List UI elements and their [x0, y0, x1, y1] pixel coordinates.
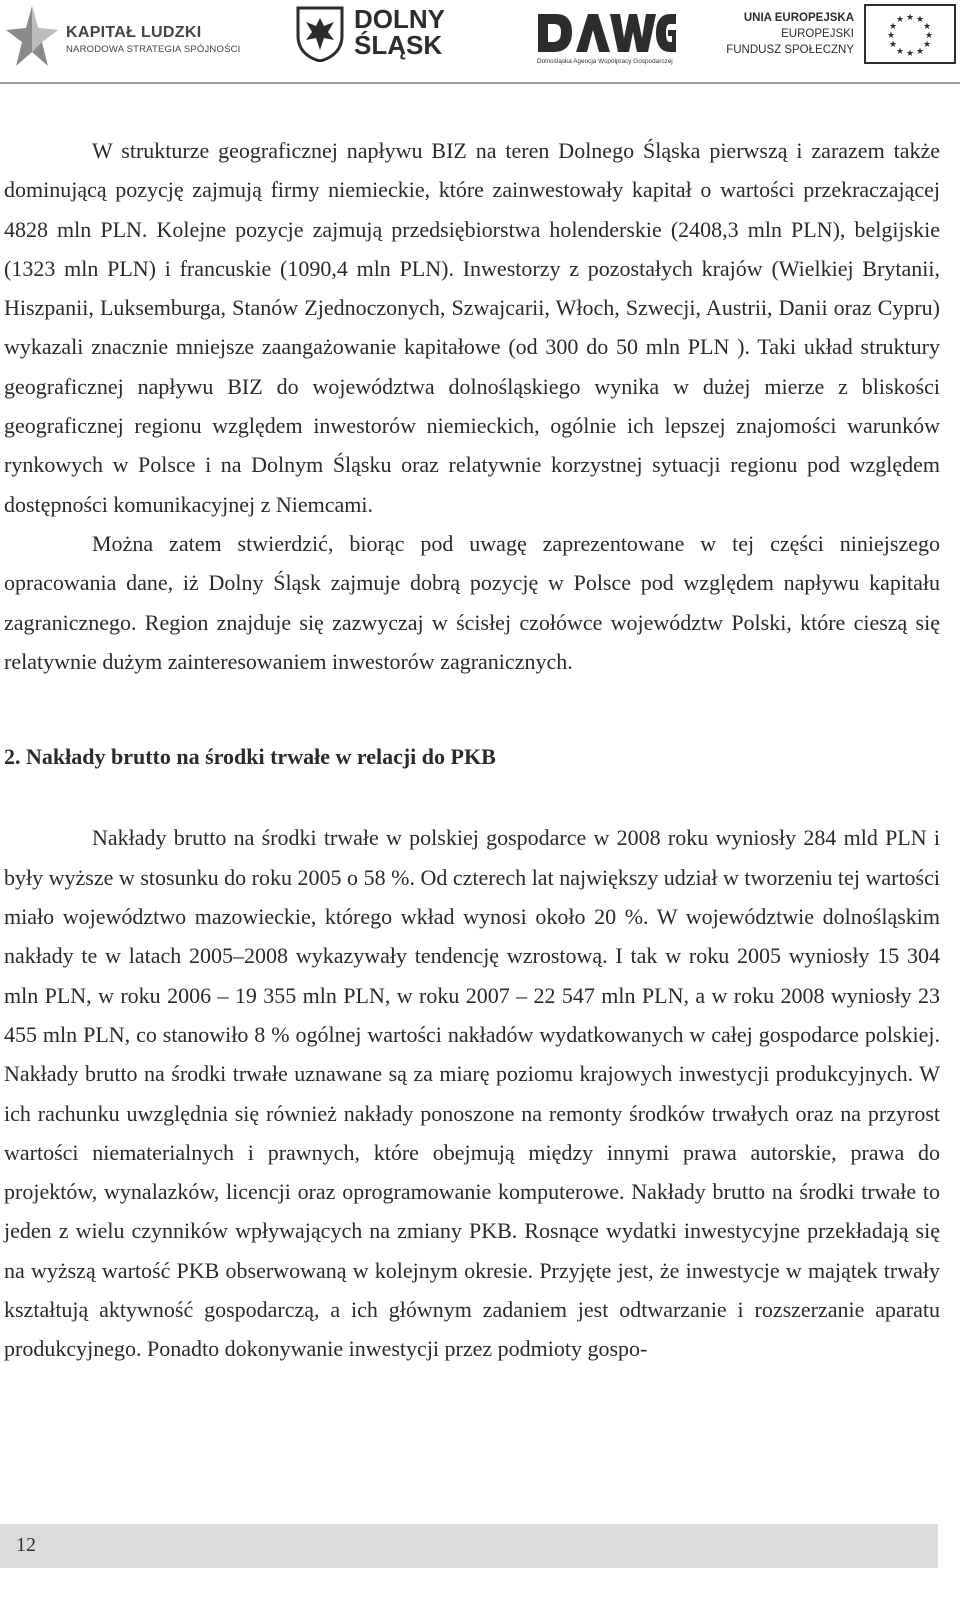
section-heading: 2. Nakłady brutto na środki trwałe w relacji do PKB: [4, 744, 496, 770]
svg-text:★: ★: [915, 47, 925, 57]
page-footer: [0, 1524, 938, 1568]
svg-text:★: ★: [895, 47, 905, 57]
paragraph: Nakłady brutto na środki trwałe w polskiej gospodarce w 2008 roku wyniosły 284 mld PLN i były wyższe w stosunku do roku 2005 o 58 %. Od czterech lat największy udział w tworzeniu tej wartości miało województwo mazowieckie, którego wkład wynosi około 20 %. W województwie dolnośląskim nakłady te w latach 2005–2008 wykazywały tendencję wzrostową. I tak w roku 2005 wyniosły 15 304 mln PLN, w roku 2006 – 19 355 mln PLN, w roku 2007 – 22 547 mln PLN, a w roku 2008 wyniosły 23 455 mln PLN, co stanowiło 8 % ogólnej wartości nakładów wydatkowanych w całej gospodarce polskiej. Nakłady brutto na środki trwałe uznawane są za miarę poziomu krajowych inwestycji produkcyjnych. W ich rachunku uwzględnia się również nakłady ponoszone na remonty środków trwałych oraz na przyrost wartości niematerialnych i prawnych, które obejmują między innymi prawa autorskie, prawa do projektów, wynalazków, licencji oraz oprogramowanie komputerowe. Nakłady brutto na środki trwałe to jeden z wielu czynników wpływających na zmiany PKB. Rosnące wydatki inwestycyjne przekładają się na wyższą wartość PKB obserwowaną w kolejnym okresie. Przyjęte jest, że inwestycje w majątek trwały kształtują aktywność gospodarczą, a ich głównym zadaniem jest odtwarzanie i rozszerzanie aparatu produkcyjnego. Ponadto dokonywanie inwestycji przez podmioty gospo-: [4, 825, 940, 1362]
page-header: [0, 0, 960, 84]
ue-logo: [726, 0, 958, 78]
eu-flag-icon: [864, 4, 956, 64]
svg-text:★: ★: [905, 49, 915, 59]
main-content: [4, 131, 940, 1369]
kapital-ludzki-logo: [4, 0, 244, 78]
kapital-ludzki-subtitle: NARODOWA STRATEGIA SPÓJNOŚCI: [66, 44, 241, 55]
ue-line2: EUROPEJSKI: [781, 28, 854, 40]
ue-line3: FUNDUSZ SPOŁECZNY: [726, 44, 854, 56]
page-number: 12: [16, 1534, 36, 1556]
svg-text:★: ★: [922, 22, 932, 32]
paragraph: W strukturze geograficznej napływu BIZ na teren Dolnego Śląska pierwszą i zarazem także dominującą pozycję zajmują firmy niemieckie, które zainwestowały kapitał o wartości przekraczającej 4828 mln PLN. Kolejne pozycje zajmują przedsiębiorstwa holenderskie (2408,3 mln PLN), belgijskie (1323 mln PLN) i francuskie (1090,4 mln PLN). Inwestorzy z pozostałych krajów (Wielkiej Brytanii, Hiszpanii, Luksemburga, Stanów Zjednoczonych, Szwajcarii, Włoch, Szwecji, Austrii, Danii oraz Cypru) wykazali znacznie mniejsze zaangażowanie kapitałowe (od 300 do 50 mln PLN ). Taki układ struktury geograficznej napływu BIZ do województwa dolnośląskiego wynika w dużej mierze z bliskości geograficznej regionu względem inwestorów niemieckich, ogólnie ich lepszej znajomości warunków rynkowych w Polsce i na Dolnym Śląsku oraz relatywnie korzystnej sytuacji regionu pod względem dostępności komunikacyjnej z Niemcami.: [4, 138, 940, 517]
svg-text:★: ★: [886, 31, 896, 41]
dawg-subtitle: Dolnośląska Agencja Współpracy Gospodarczej: [537, 58, 673, 65]
svg-text:★: ★: [888, 22, 898, 32]
paragraph: Można zatem stwierdzić, biorąc pod uwagę zaprezentowane w tej części niniejszego opracowania dane, iż Dolny Śląsk zajmuje dobrą pozycję w Polsce pod względem napływu kapitału zagranicznego. Region znajduje się zazwyczaj w ścisłej czołówce województw Polski, które cieszą się relatywnie dużym zainteresowaniem inwestorów zagranicznych.: [4, 530, 940, 674]
dolny-slask-logo: [296, 0, 476, 78]
svg-text:★: ★: [888, 40, 898, 50]
svg-text:★: ★: [924, 31, 934, 41]
dolny-slask-line1: DOLNY: [354, 4, 445, 34]
kapital-ludzki-title: KAPITAŁ LUDZKI: [66, 24, 202, 41]
dolny-slask-line2: ŚLĄSK: [354, 30, 443, 60]
svg-text:★: ★: [922, 40, 932, 50]
svg-text:★: ★: [915, 15, 925, 25]
eagle-crest-icon: [296, 6, 344, 62]
svg-text:★: ★: [905, 13, 915, 23]
dawg-wordmark-icon: [536, 10, 676, 56]
svg-text:★: ★: [895, 15, 905, 25]
dawg-logo: [536, 0, 686, 78]
kapital-ludzki-star-icon: [4, 2, 60, 74]
ue-line1: UNIA EUROPEJSKA: [743, 12, 854, 24]
